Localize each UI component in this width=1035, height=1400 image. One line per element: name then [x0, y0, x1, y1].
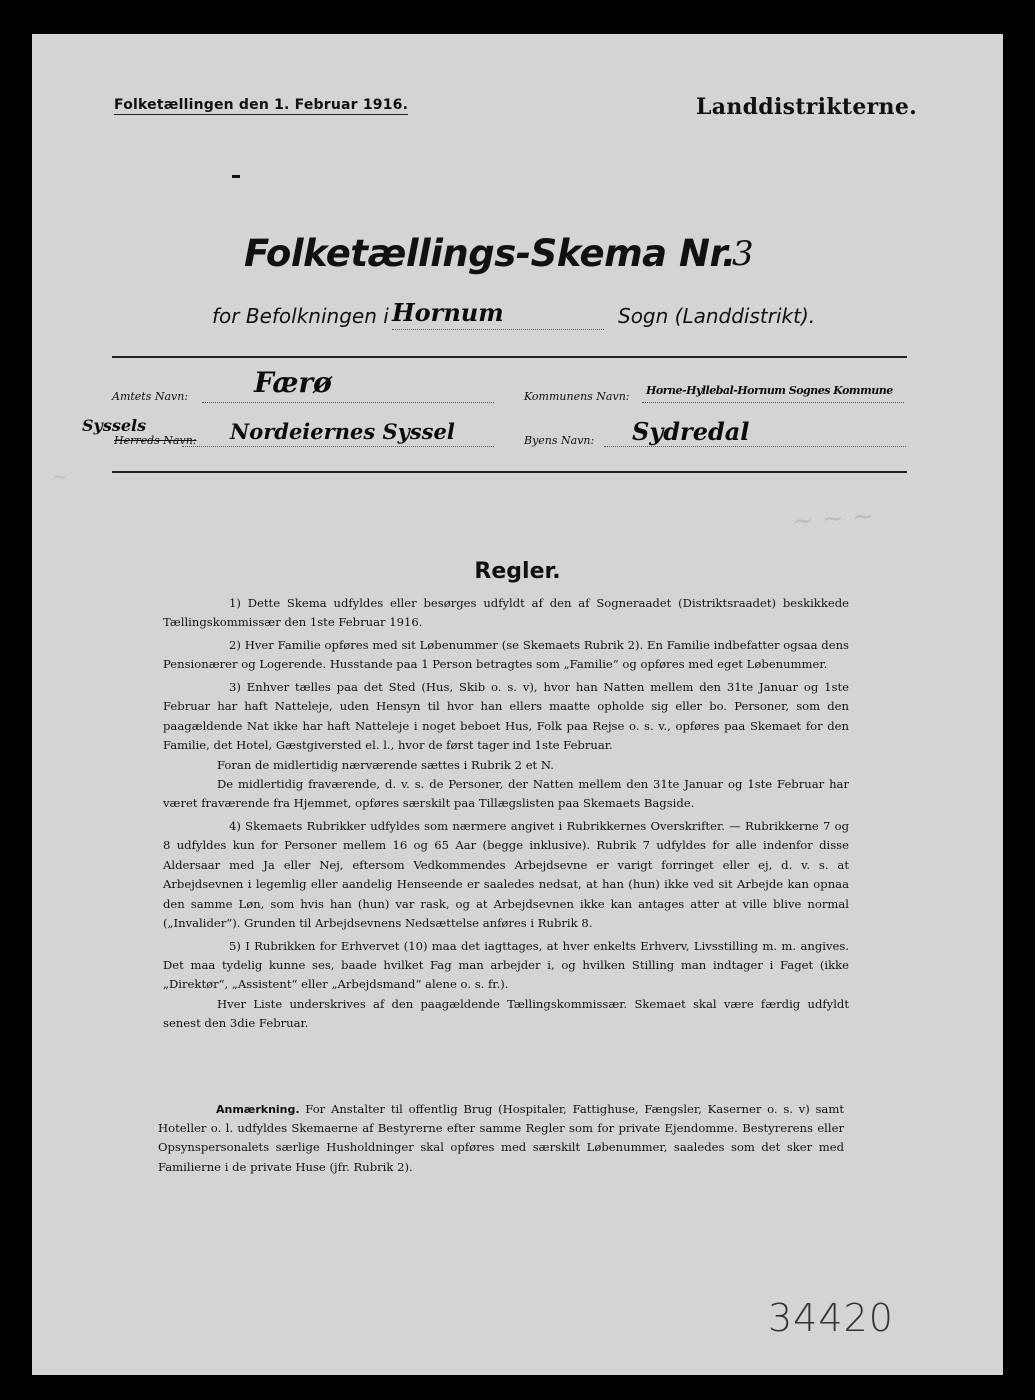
amt-dotline	[202, 401, 494, 403]
herred-value: Nordeiernes Syssel	[230, 419, 455, 444]
subtitle-prefix: for Befolkningen i	[212, 304, 389, 328]
archive-number: 34420	[768, 1296, 894, 1340]
herred-dotline	[182, 445, 494, 447]
by-dotline	[604, 445, 906, 447]
kommune-value: Horne-Hyllebal-Hornum Sognes Kommune	[646, 384, 893, 397]
rule-paragraph: Foran de midlertidig nærværende sættes i Rubrik 2 et N.	[217, 757, 554, 772]
sogn-value: Hornum	[392, 298, 504, 327]
amt-value: Færø	[254, 366, 332, 399]
rule-paragraph: 5) I Rubrikken for Erhvervet (10) maa det iagttages, at hver enkelts Erhverv, Livsstilling m. m. angives. Det maa tydelig kunne ses, baade hvilket Fag man arbejder i, og hvilken Stilling man indtager i Faget (ikke „Direktør“, „Assistent“ eller „Arbejdsmand“ alene o. s. fr.).	[163, 938, 849, 992]
form-number: 3	[732, 234, 754, 274]
rules-heading: Regler.	[474, 559, 561, 584]
bleed-through-mark: ~ ~ ~	[791, 501, 875, 537]
census-date-header: Folketællingen den 1. Februar 1916.	[114, 97, 409, 113]
district-type-header: Landdistrikterne.	[696, 94, 918, 120]
rule-paragraph: 4) Skemaets Rubrikker udfyldes som nærmere angivet i Rubrikkernes Overskrifter. — Rubrikkerne 7 og 8 udfyldes kun for Personer mellem 16 og 65 Aar (begge inklusive). Rubrik 7 udfyldes for alle indenfor disse Aldersaar med Ja eller Nej, eftersom Vedkommendes Arbejdsevne er varigt forringet eller ej, d. v. s. at Arbejdsevnen i legemlig eller aandelig Henseende er saaledes nedsat, at han (hun) ikke ved sit Arbejde kan opnaa den samme Løn, som hvis han (hun) var rask, og at Arbejdsevnen ikke kan antages atter at ville blive normal („Invalider“). Grunden til Arbejdsevnens Nedsættelse anføres i Rubrik 8.	[163, 819, 849, 931]
herred-label: Herreds Navn:	[114, 434, 197, 447]
kommune-label: Kommunens Navn:	[524, 390, 630, 403]
kommune-dotline	[642, 401, 904, 403]
note-label: Anmærkning.	[216, 1103, 300, 1116]
dash-mark	[232, 175, 240, 178]
rule-paragraph: 2) Hver Familie opføres med sit Løbenummer (se Skemaets Rubrik 2). En Familie indbefatter ogsaa dens Pensionærer og Logerende. Husstande paa 1 Person betragtes som „Familie“ og opføres med eget Løbenummer.	[163, 638, 849, 672]
herred-label-correction: Syssels	[82, 416, 147, 435]
form-title: Folketællings-Skema Nr.	[244, 232, 736, 275]
subtitle-suffix: Sogn (Landdistrikt).	[618, 304, 816, 328]
bottom-rule	[112, 471, 907, 473]
rule-paragraph: Hver Liste underskrives af den paagældende Tællingskommissær. Skemaet skal være færdig udfyldt senest den 3die Februar.	[163, 996, 849, 1031]
note-text: For Anstalter til offentlig Brug (Hospitaler, Fattighuse, Fængsler, Kaserner o. s. v) samt Hoteller o. l. udfyldes Skemaerne af Bestyrerne efter samme Regler som for private Ejendomme. Bestyrerens eller Opsynspersonalets særlige Husholdninger skal opføres med særskilt Løbenummer, saaledes som det sker med Familierne i de private Huse (jfr. Rubrik 2).	[158, 1102, 844, 1174]
census-form-page	[32, 34, 1003, 1375]
rule-paragraph: De midlertidig fraværende, d. v. s. de Personer, der Natten mellem den 31te Januar og 1ste Februar har været fraværende fra Hjemmet, opføres særskilt paa Tillægslisten paa Skemaets Bagside.	[163, 777, 849, 811]
rule-paragraph: 1) Dette Skema udfyldes eller besørges udfyldt af den af Sogneraadet (Distriktsraadet) beskikkede Tællingskommissær den 1ste Februar 1916.	[163, 596, 849, 630]
rules-body	[163, 594, 849, 1034]
by-label: Byens Navn:	[524, 434, 595, 447]
note-block	[158, 1100, 844, 1177]
amt-label: Amtets Navn:	[112, 390, 189, 403]
sogn-dotline	[392, 328, 604, 330]
rule-paragraph: 3) Enhver tælles paa det Sted (Hus, Skib o. s. v), hvor han Natten mellem den 31te Januar og 1ste Februar har haft Natteleje, uden Hensyn til hvor han ellers maatte opholde sig eller bo. Personer, som den paagældende Nat ikke har haft Natteleje i noget beboet Hus, Folk paa Rejse o. s. v., opføres paa Skemaet for den Familie, det Hotel, Gæstgiversted el. l., hvor de først tager ind 1ste Februar.	[163, 680, 849, 753]
by-value: Sydredal	[632, 417, 750, 446]
top-rule	[112, 356, 907, 358]
bleed-through-mark: ~	[52, 464, 69, 488]
